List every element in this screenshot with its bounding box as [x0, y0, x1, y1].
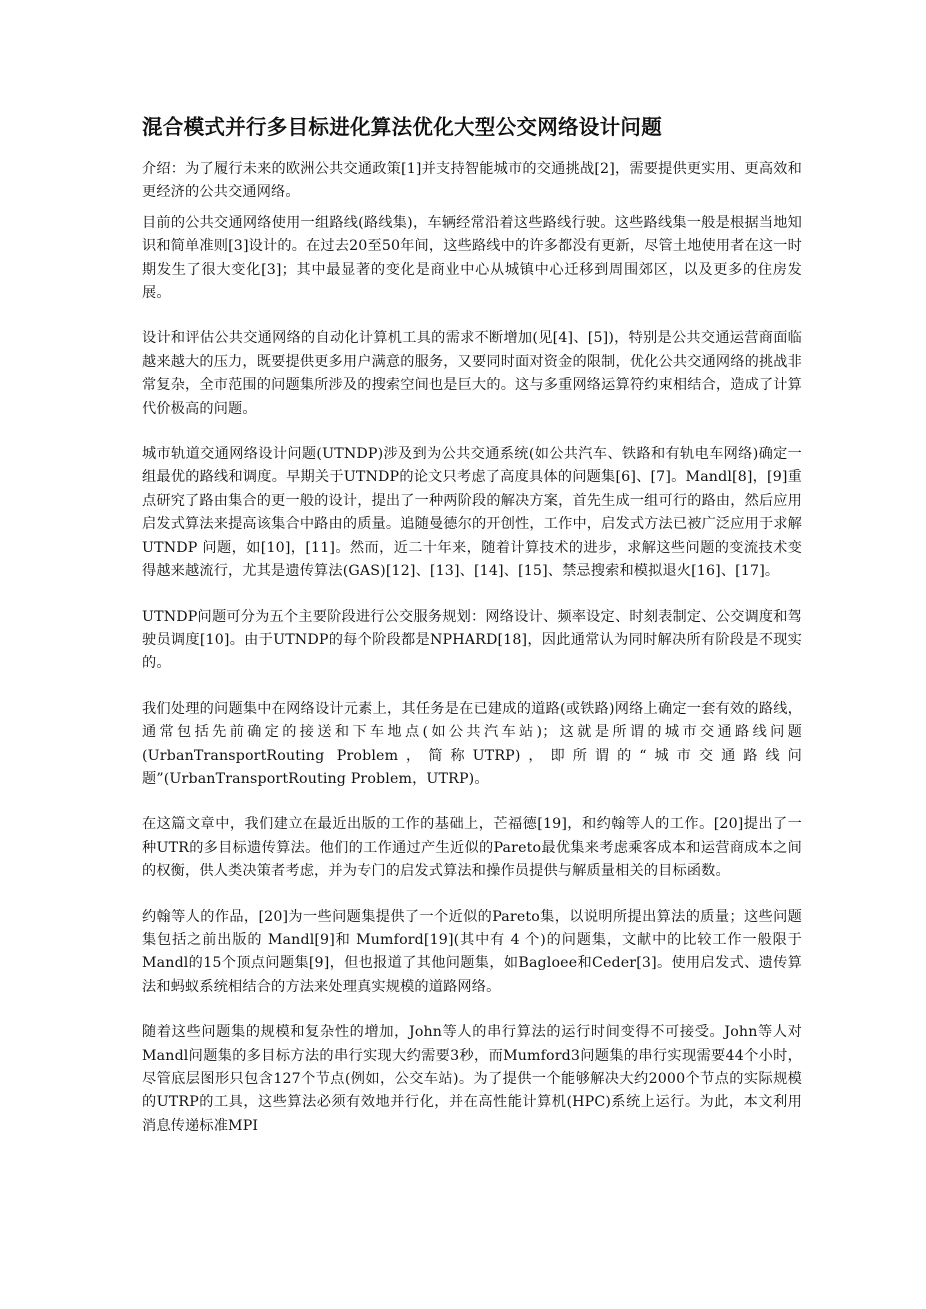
- paragraph-automation-tools: 设计和评估公共交通网络的自动化计算机工具的需求不断增加(见[4]、[5])，特别是公共交通运营商面临越来越大的压力，既要提供更多用户满意的服务，又要同时面对资金的限制，优化公共交通网络的挑战非常复杂，全市范围的问题集所涉及的搜索空间也是巨大的。这与多重网络运算符约束相结合，造成了计算代价极高的问题。: [142, 330, 802, 417]
- paragraph-intro: 介绍：为了履行未来的欧洲公共交通政策[1]并支持智能城市的交通挑战[2]，需要提供更实用、更高效和更经济的公共交通网络。: [142, 161, 802, 201]
- paragraph-utndp: 城市轨道交通网络设计问题(UTNDP)涉及到为公共交通系统(如公共汽车、铁路和有轨电车网络)确定一组最优的路线和调度。早期关于UTNDP的论文只考虑了高度具体的问题集[6]、[7]。Mandl[8]，[9]重点研究了路由集合的更一般的设计，提出了一种两阶段的解决方案，首先生成一组可行的路由，然后应用启发式算法来提高该集合中路由的质量。追随曼德尔的开创性，工作中，启发式方法已被广泛应用于求解 UTNDP 问题，如[10]，[11]。然而，近二十年来，随着计算技术的进步，求解这些问题的变流技术变得越来越流行，尤其是遗传算法(GAS)[12]、[13]、[14]、[15]、禁忌搜索和模拟退火[16]、[17]。: [142, 446, 802, 580]
- paragraph-current-networks: 目前的公共交通网络使用一组路线(路线集)，车辆经常沿着这些路线行驶。这些路线集一般是根据当地知识和简单准则[3]设计的。在过去20至50年间，这些路线中的许多都没有更新，尽管土地使用者在这一时期发生了很大变化[3]；其中最显著的变化是商业中心从城镇中心迁移到周围郊区，以及更多的住房发展。: [142, 214, 802, 302]
- paragraph-scalability: 随着这些问题集的规模和复杂性的增加，John等人的串行算法的运行时间变得不可接受。John等人对Mandl问题集的多目标方法的串行实现大约需要3秒，而Mumford3问题集的串行实现需要44个小时，尽管底层图形只包含127个节点(例如，公交车站)。为了提供一个能够解决大约2000个节点的实际规模的UTRP的工具，这些算法必须有效地并行化，并在高性能计算机(HPC)系统上运行。为此，本文利用消息传递标准MPI: [142, 1024, 802, 1134]
- paragraph-utrp: 我们处理的问题集中在网络设计元素上，其任务是在已建成的道路(或铁路)网络上确定一套有效的路线，通常包括先前确定的接送和下车地点(如公共汽车站)；这就是所谓的城市交通路线问题(UrbanTransportRouting Problem，简称UTRP)，即所谓的“城市交通路线问题”(UrbanTransportRouting Problem，UTRP)。: [142, 700, 802, 787]
- paragraph-john-works: 约翰等人的作品，[20]为一些问题集提供了一个近似的Pareto集，以说明所提出算法的质量；这些问题集包括之前出版的 Mandl[9]和 Mumford[19](其中有 4 个)的问题集，文献中的比较工作一般限于Mandl的15个顶点问题集[9]，但也报道了其他问题集，如Bagloee和Ceder[3]。使用启发式、遗传算法和蚂蚁系统相结合的方法来处理真实规模的道路网络。: [142, 908, 802, 995]
- document-title: 混合模式并行多目标进化算法优化大型公交网络设计问题: [142, 115, 662, 139]
- paragraph-this-article: 在这篇文章中，我们建立在最近出版的工作的基础上，芒福德[19]，和约翰等人的工作。[20]提出了一种UTR的多目标遗传算法。他们的工作通过产生近似的Pareto最优集来考虑乘客成本和运营商成本之间的权衡，供人类决策者考虑，并为专门的启发式算法和操作员提供与解质量相关的目标函数。: [142, 816, 802, 880]
- document-body: [142, 112, 802, 1138]
- paragraph-five-stages: UTNDP问题可分为五个主要阶段进行公交服务规划：网络设计、频率设定、时刻表制定、公交调度和驾驶员调度[10]。由于UTNDP的每个阶段都是NPHARD[18]，因此通常认为同时解决所有阶段是不现实的。: [142, 608, 802, 672]
